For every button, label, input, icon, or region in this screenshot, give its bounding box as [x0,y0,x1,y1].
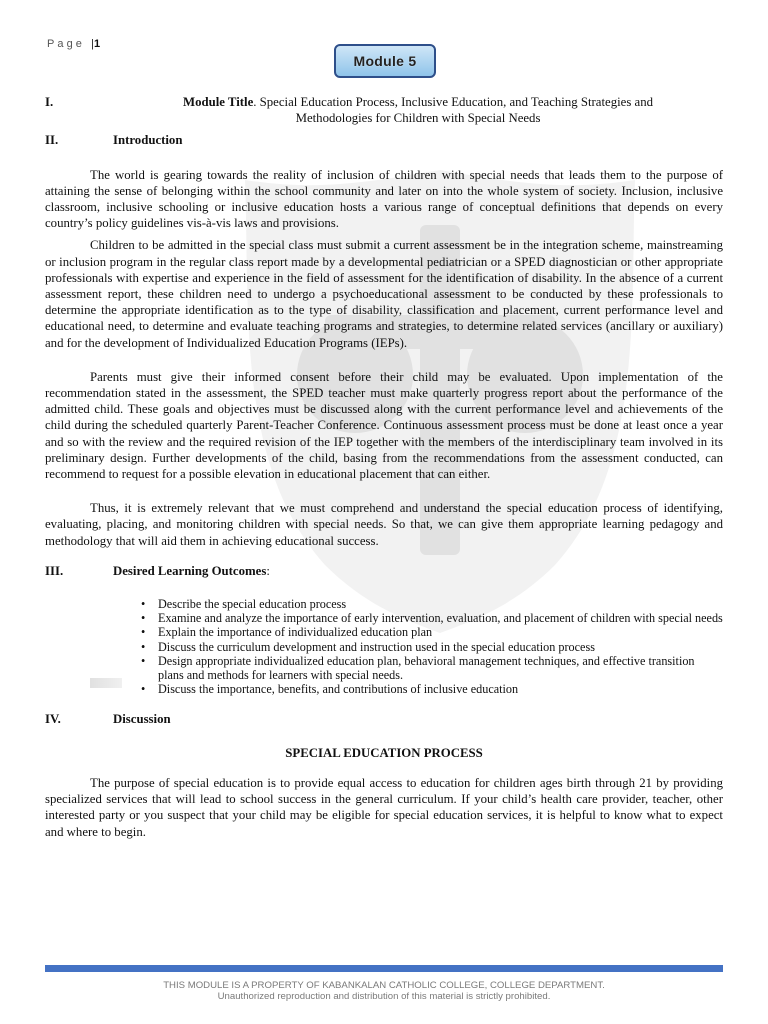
learning-outcomes-list [45,597,723,696]
list-item: • Discuss the curriculum development and instruction used in the special education process [158,640,723,654]
section-outcomes-heading [45,563,723,579]
section-heading-text: Discussion [113,711,171,726]
page-word: Page [47,38,86,50]
special-education-process-heading: SPECIAL EDUCATION PROCESS [285,745,483,760]
footer-notice [45,980,723,1002]
list-item: • Design appropriate individualized education plan, behavioral management techniques, and effective transition plans and methods for learners with special needs. [158,654,723,682]
module-title-label: Module Title [182,95,254,109]
page-number: 1 [94,38,101,50]
module-badge [334,44,436,78]
module-badge-label: Module 5 [353,53,417,69]
section-numeral: I. [45,95,54,109]
intro-paragraph-3: Parents must give their informed consent before their child may be evaluated. Upon implementation of the recommendation stated in the assessment, the SPED teacher must make quarterly progress report about the performance of the admitted child. These goals and objectives must be discussed along with the current performance level and achievements of the child during the scheduled quarterly Parent-Teacher Conference. Continuous assessment process must be done at least once a year and so with the review and the required revision of the IEP together with the members of the interdisciplinary team involved in its preliminary design. Further developments of the child, basing from the recommendations from the assessment conducted, can recommend to request for a possible elevation in educational placement that can either. [45,369,723,482]
list-item: • Describe the special education process [158,597,723,611]
section-heading-text: Introduction [113,133,183,148]
section-heading-text: Desired Learning Outcomes [113,563,267,578]
intro-paragraph-2: Children to be admitted in the special class must submit a current assessment be in the integration scheme, mainstreaming or inclusion program in the regular class report made by a developmental pediatrician or a SPED diagnostician or other appropriate professionals with expertise and experience in the field of assessment for the identification of disability. In the absence of a current assessment report, these children need to undergo a psychoeducational assessment to be conducted by these professionals to determine the appropriate identification as to the type of disability, classification and placement, current performance level and educational need, to determine and evaluate teaching programs and strategies, to determine related services (ancillary or auxiliary) and for the development of Individualized Education Programs (IEPs). [45,238,723,350]
page-separator: | [91,38,95,50]
list-item: • Discuss the importance, benefits, and contributions of inclusive education [158,682,723,696]
intro-paragraph-4: Thus, it is extremely relevant that we must comprehend and understand the special education process of identifying, evaluating, placing, and monitoring children with special needs. So that, we can give them appropriate learning pedagogy and methodology that will aid them in achieving educational success. [45,501,723,548]
module-title-line1: . Special Education Process, Inclusive Education, and Teaching Strategies and [253,95,653,109]
list-item: • Explain the importance of individualized education plan [158,625,723,639]
intro-paragraph-1: The world is gearing towards the reality of inclusion of children with special needs that leads them to the purpose of attaining the sense of belonging within the school community and later on into the whole system of society. Inclusion, inclusive classroom, inclusive schooling or inclusive education hosts a various range of conceptual definitions that depends on every country’s policy guidelines vis-à-vis laws and provisions. [45,167,723,231]
footer-reproduction-line: Unauthorized reproduction and distribution of this material is strictly prohibited. [217,991,551,1002]
discussion-paragraph: The purpose of special education is to provide equal access to education for children ages birth through 21 by providing specialized services that will lead to school success in the general curriculum. If your child’s health care provider, teacher, other interested party or you suspect that your child may be eligible for special education services, it is helpful to know what to expect and where to begin. [45,775,723,839]
page-number-label [47,38,100,50]
section-numeral: II. [45,133,59,148]
heading-colon: : [266,563,270,578]
section-discussion-heading [45,711,723,727]
module-title-text [113,94,723,126]
section-numeral: III. [45,563,64,578]
section-numeral: IV. [45,711,61,726]
footer-property-line: THIS MODULE IS A PROPERTY OF KABANKALAN CATHOLIC COLLEGE, COLLEGE DEPARTMENT. [163,980,605,991]
document-body [45,94,723,840]
module-title-line2: Methodologies for Children with Special Needs [295,111,541,126]
section-module-title [45,94,723,126]
section-introduction-heading [45,132,723,148]
list-item: • Examine and analyze the importance of early intervention, evaluation, and placement of children with special needs [158,611,723,625]
footer-divider-bar [45,965,723,972]
